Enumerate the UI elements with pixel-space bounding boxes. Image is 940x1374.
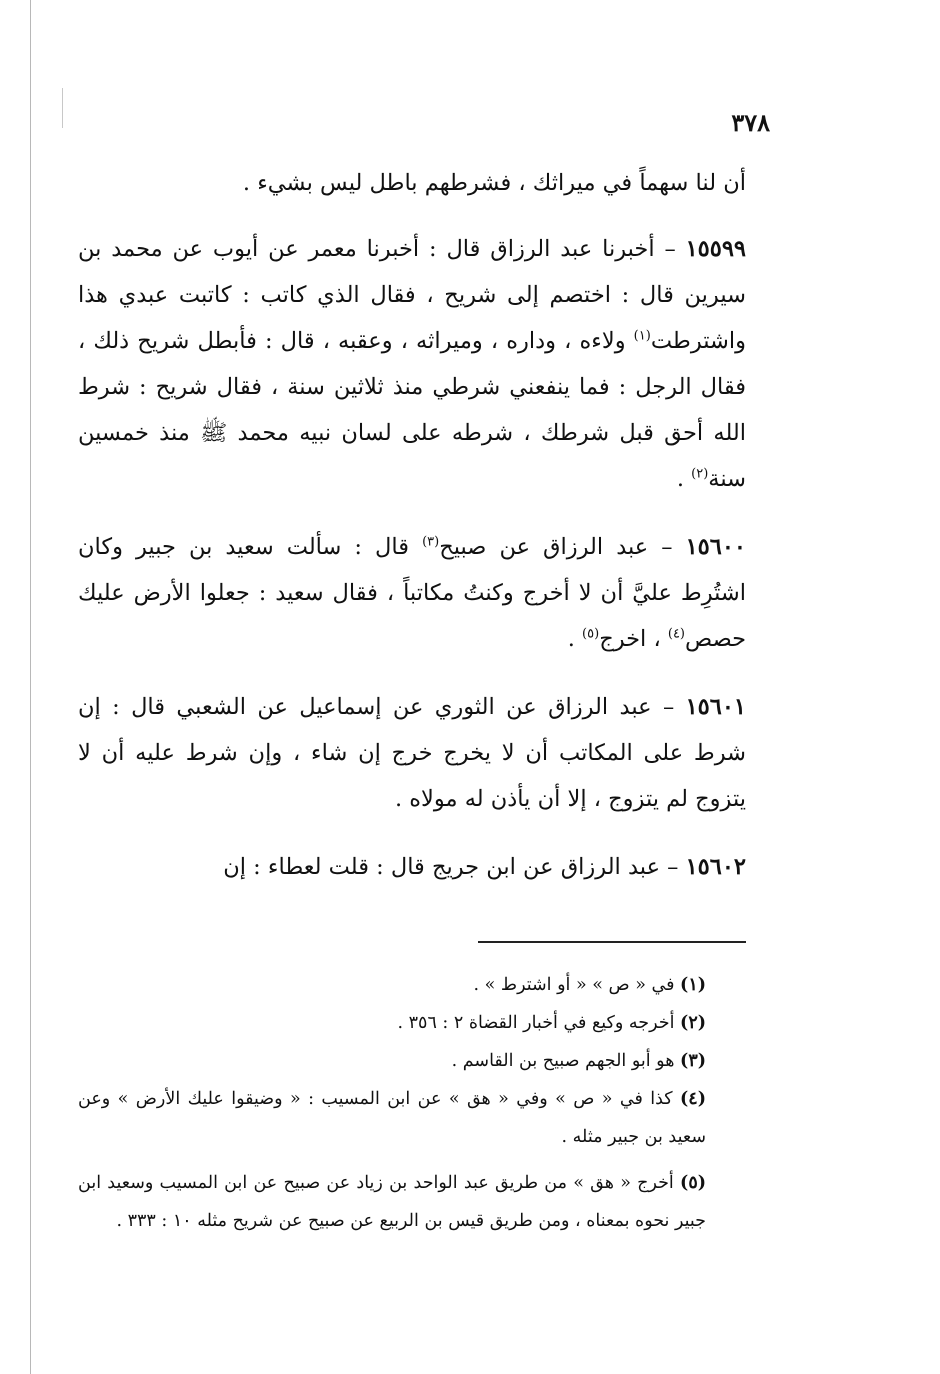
footnotes [78,966,746,1240]
hadith-number: ١٥٦٠٠ [685,534,746,560]
footnote-2 [78,1004,746,1042]
footnote-number: (٥) [680,1173,706,1193]
hadith-15601 [78,684,746,822]
footnote-text: أخرج « هق » من طريق عبد الواحد بن زياد عن صبيح عن ابن المسيب وسعيد ابن جبير نحوه بمعناه ، ومن طريق قيس بن الربيع عن صبيح عن شريح مثله ١٠ : ٣٣٣ . [78,1173,706,1231]
separator-dash: – [667,854,679,880]
footnote-ref: (١) [633,328,651,344]
separator-dash: – [661,534,673,560]
footnote-ref: (٥) [582,626,600,642]
scan-edge-line [30,0,31,1374]
hadith-text-cont: ولاءه ، وداره ، وميراثه ، وعقبه ، قال : فأبطل شريح ذلك ، فقال الرجل : فما ينفعني شرطي منذ ثلاثين سنة ، فقال شريح : شرط الله أحق قبل شرطك ، شرطه على لسان نبيه محمد ﷺ منذ خمسين سنة [78,328,746,492]
hadith-number: ١٥٥٩٩ [685,236,746,262]
paragraph-continuation [78,160,746,206]
footnote-divider [478,941,746,943]
hadith-text-cont: ، اخرج [599,626,668,652]
hadith-number: ١٥٦٠١ [685,694,746,720]
footnote-ref: (٣) [422,534,440,550]
footnote-text: أخرجه وكيع في أخبار القضاة ٢ : ٣٥٦ . [397,1013,675,1033]
footnote-ref: (٤) [667,626,685,642]
page-number: ٣٧٨ [731,108,770,137]
footnote-number: (١) [680,975,706,995]
footnote-number: (٣) [680,1051,706,1071]
footnote-1 [78,966,746,1004]
hadith-text-cont: قال : سألت سعيد بن جبير وكان اشتُرِط عليَّ أن لا أخرج وكنتُ مكاتباً ، فقال سعيد : جعلوا الأرض عليك حصص [78,534,746,652]
hadith-number: ١٥٦٠٢ [685,854,746,880]
hadith-15599 [78,226,746,502]
footnote-text: هو أبو الجهم صبيح بن القاسم . [451,1051,675,1071]
main-text [78,160,746,912]
footnote-number: (٢) [680,1013,706,1033]
footnote-5 [78,1164,746,1240]
footnote-3 [78,1042,746,1080]
separator-dash: – [664,236,676,262]
footnote-text: كذا في « ص » وفي « هق » عن ابن المسيب : « وضيقوا عليك الأرض » وعن سعيد بن جبير مثله . [78,1089,706,1147]
footnote-number: (٤) [680,1089,706,1109]
footnote-4 [78,1080,746,1156]
hadith-text: عبد الرزاق عن صبيح [439,534,649,560]
footnote-text: في « ص » « أو اشترط » . [473,975,675,995]
hadith-15600 [78,524,746,662]
hadith-text-end: . [676,466,692,492]
hadith-text: عبد الرزاق عن ابن جريج قال : قلت لعطاء : إن [223,854,660,880]
paragraph-text: أن لنا سهماً في ميراثك ، فشرطهم باطل ليس بشيء . [242,170,746,196]
hadith-text: أخبرنا عبد الرزاق قال : أخبرنا معمر عن أيوب عن محمد بن سيرين قال : اختصم إلى شريح ، فقال الذي كاتب : كاتبت عبدي هذا واشترطت [78,236,746,354]
footnote-ref: (٢) [691,466,709,482]
scan-mark [62,88,63,128]
separator-dash: – [662,694,675,720]
hadith-text: عبد الرزاق عن الثوري عن إسماعيل عن الشعبي قال : إن شرط على المكاتب أن لا يخرج خرج إن شاء ، وإن شرط عليه أن لا يتزوج لم يتزوج ، إلا أن يأذن له مولاه . [78,694,746,812]
hadith-text-end: . [567,626,583,652]
hadith-15602 [78,844,746,890]
